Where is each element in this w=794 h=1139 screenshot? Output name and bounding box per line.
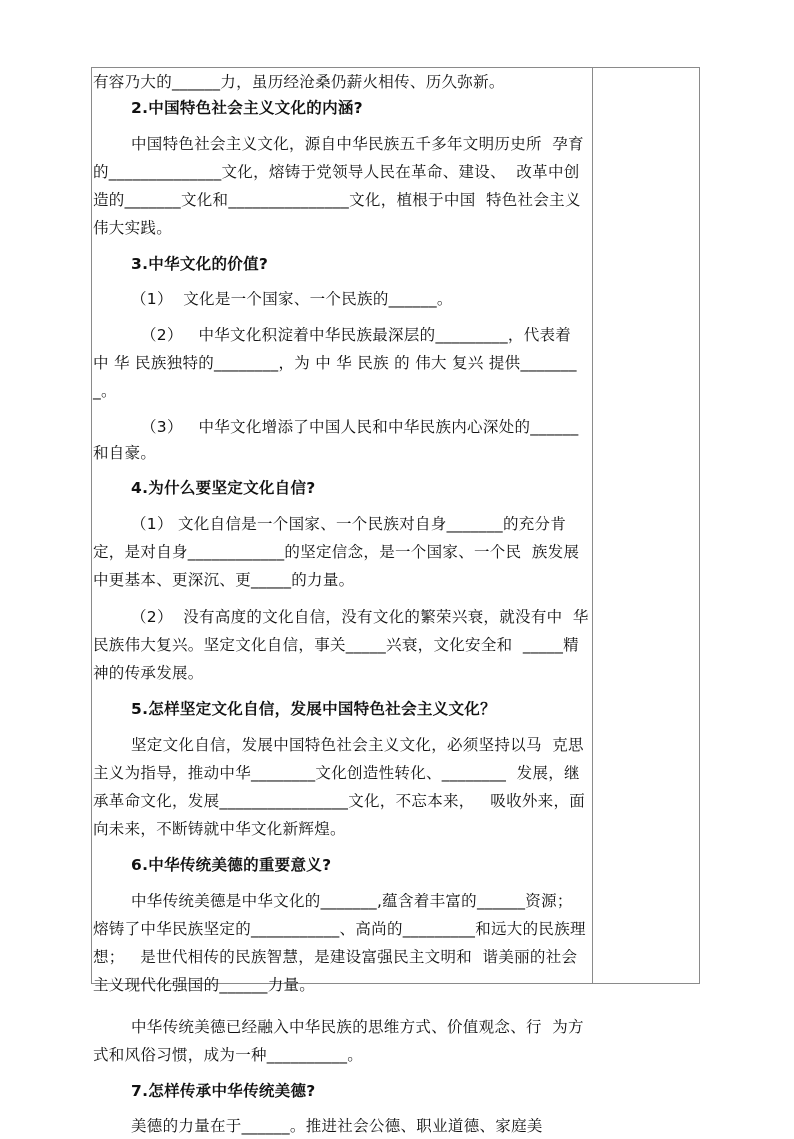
text-line-intro: 有容乃大的______力，虽历经沧桑仍薪火相传、历久弥新。 <box>93 73 505 91</box>
heading-5: 5.怎样坚定文化自信，发展中国特色社会主义文化？ <box>131 700 496 718</box>
paragraph-3-1: （1） 文化是一个国家、一个民族的______。 <box>131 290 453 308</box>
paragraph-5: 坚定文化自信，发展中国特色社会主义文化，必须坚持以马 克思主义为指导，推动中华________文化创造性转化、________ 发展，继承革命文化，发展________________文化，不忘本来， 吸收外来，面向未来，不断铸就中华文化新辉煌。 <box>93 736 586 838</box>
heading-7: 7.怎样传承中华传统美德? <box>131 1082 316 1100</box>
paragraph-6-1: 中华传统美德是中华文化的_______,蕴含着丰富的______资源； 熔铸了中华民族坚定的___________、高尚的_________和远大的民族理想； 是世代相传的民族智慧，是建设富强民主文明和 谐美丽的社会主义现代化强国的______力量。 <box>93 892 586 994</box>
paragraph-6-2: 中华传统美德已经融入中华民族的思维方式、价值观念、行 为方式和风俗习惯，成为一种__________。 <box>93 1018 584 1064</box>
heading-6: 6.中华传统美德的重要意义? <box>131 856 332 874</box>
worksheet-content <box>93 69 590 1135</box>
heading-3: 3.中华文化的价值? <box>131 255 269 273</box>
paragraph-4-1: （1） 文化自信是一个国家、一个民族对自身_______的充分肯定，是对自身____________的坚定信念，是一个国家、一个民 族发展中更基本、更深沉、更_____的力量。 <box>93 515 580 589</box>
column-divider <box>592 67 593 984</box>
heading-4: 4.为什么要坚定文化自信? <box>131 479 316 497</box>
heading-2: 2.中国特色社会主义文化的内涵? <box>131 99 363 117</box>
paragraph-2: 中国特色社会主义文化，源自中华民族五千多年文明历史所 孕育的______________文化，熔铸于党领导人民在革命、建设、 改革中创造的_______文化和_______________文化，植根于中国 特色社会主义伟大实践。 <box>93 135 584 237</box>
paragraph-4-2: （2） 没有高度的文化自信，没有文化的繁荣兴衰，就没有中 华民族伟大复兴。坚定文化自信，事关_____兴衰，文化安全和 _____精神的传承发展。 <box>93 608 589 682</box>
paragraph-3-3: （3） 中华文化增添了中国人民和中华民族内心深处的______ 和自豪。 <box>93 418 584 462</box>
paragraph-7: 美德的力量在于______。推进社会公德、职业道德、家庭美 <box>131 1117 543 1135</box>
paragraph-3-2: （2） 中华文化积淀着中华民族最深层的_________，代表着 中 华 民族独特的________，为 中 华 民族 的 伟大 复兴 提供________。 <box>93 326 582 400</box>
